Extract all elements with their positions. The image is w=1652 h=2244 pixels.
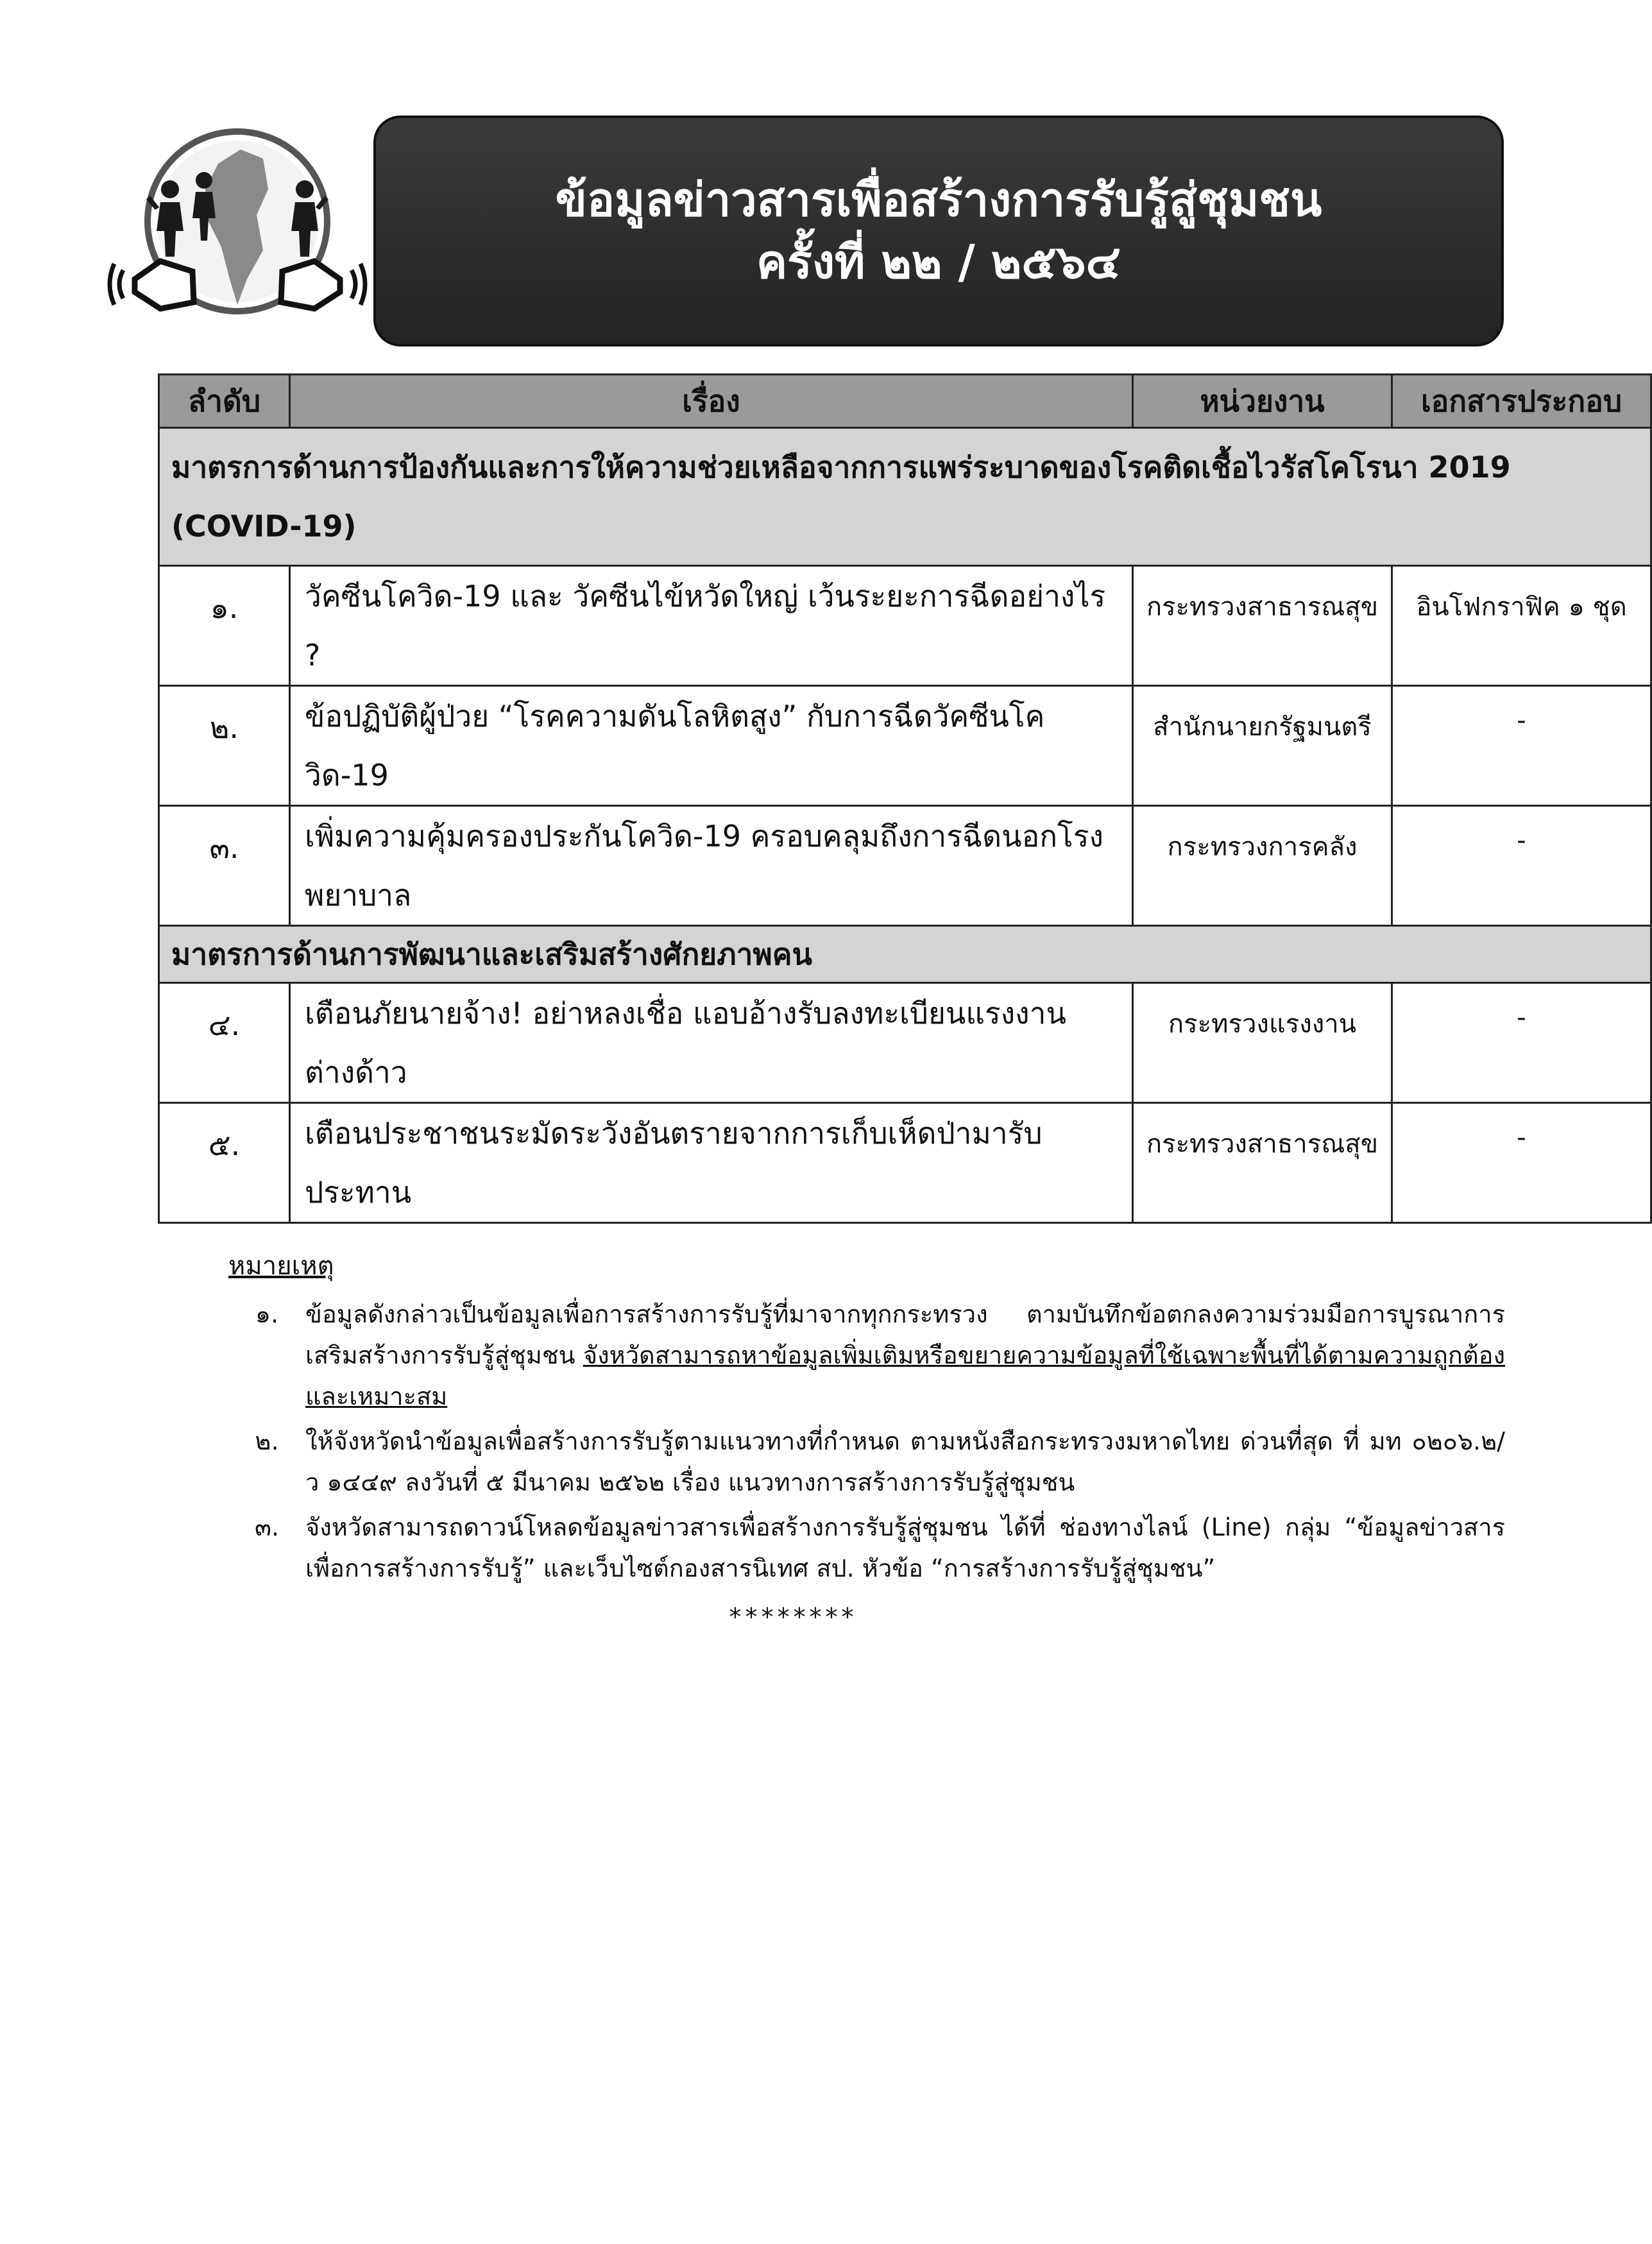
- table-row: [159, 1103, 1651, 1223]
- note-number: ๑.: [255, 1300, 279, 1328]
- note-item: [228, 1421, 1505, 1503]
- row-agency: กระทรวงแรงงาน: [1133, 983, 1392, 1103]
- table-row: [159, 806, 1651, 926]
- note-text: [305, 1294, 1505, 1417]
- note-text: ให้จังหวัดนำข้อมูลเพื่อสร้างการรับรู้ตามแนวทางที่กำหนด ตามหนังสือกระทรวงมหาดไทย ด่วนที่สุด ที่ มท ๐๒๐๖.๒/ว ๑๔๔๙ ลงวันที่ ๕ มีนาคม ๒๕๖๒ เรื่อง แนวทางการสร้างการรับรู้สู่ชุมชน: [305, 1427, 1505, 1496]
- row-attachment: -: [1392, 806, 1651, 926]
- note-item: [228, 1294, 1505, 1417]
- row-agency: สำนักนายกรัฐมนตรี: [1133, 686, 1392, 806]
- row-subject: เตือนประชาชนระมัดระวังอันตรายจากการเก็บเห็ดป่ามารับประทาน: [290, 1103, 1133, 1223]
- table-row: [159, 566, 1651, 686]
- issue-number: ครั้งที่ ๒๒ / ๒๕๖๔: [756, 235, 1121, 289]
- row-agency: กระทรวงสาธารณสุข: [1133, 566, 1392, 686]
- title-banner: [373, 116, 1504, 347]
- category-development: มาตรการด้านการพัฒนาและเสริมสร้างศักยภาพคน: [159, 926, 1651, 983]
- header-attachment: เอกสารประกอบ: [1392, 375, 1651, 428]
- category-row: [159, 428, 1651, 566]
- row-number: ๔.: [159, 983, 290, 1103]
- header-subject: เรื่อง: [290, 375, 1133, 428]
- row-attachment: อินโฟกราฟิค ๑ ชุด: [1392, 566, 1651, 686]
- row-subject: เพิ่มความคุ้มครองประกันโควิด-19 ครอบคลุมถึงการฉีดนอกโรงพยาบาล: [290, 806, 1133, 926]
- row-agency: กระทรวงสาธารณสุข: [1133, 1103, 1392, 1223]
- row-number: ๕.: [159, 1103, 290, 1223]
- row-subject: วัคซีนโควิด-19 และ วัคซีนไข้หวัดใหญ่ เว้นระยะการฉีดอย่างไร ?: [290, 566, 1133, 686]
- category-row: [159, 926, 1651, 983]
- row-subject: ข้อปฏิบัติผู้ป่วย “โรคความดันโลหิตสูง” กับการฉีดวัคซีนโควิด-19: [290, 686, 1133, 806]
- news-table: [158, 373, 1652, 1224]
- category-covid: มาตรการด้านการป้องกันและการให้ความช่วยเหลือจากการแพร่ระบาดของโรคติดเชื้อไวรัสโคโรนา 2019 (COVID-19): [159, 428, 1651, 566]
- note-item: [228, 1507, 1505, 1589]
- note-number: ๓.: [254, 1513, 280, 1541]
- table-row: [159, 686, 1651, 806]
- note-number: ๒.: [255, 1427, 279, 1455]
- community-logo: [109, 119, 366, 330]
- row-number: ๓.: [159, 806, 290, 926]
- header-order: ลำดับ: [159, 375, 290, 428]
- row-number: ๑.: [159, 566, 290, 686]
- row-attachment: -: [1392, 686, 1651, 806]
- note-text-plain: ข้อมูลดังกล่าวเป็นข้อมูลเพื่อการสร้างการรับรู้ที่มาจากทุกกระทรวง ตามบันทึกข้อตกลงความร่วมมือการบูรณาการเสริมสร้างการรับรู้สู่ชุมชน: [305, 1300, 1505, 1369]
- note-text: จังหวัดสามารถดาวน์โหลดข้อมูลข่าวสารเพื่อสร้างการรับรู้สู่ชุมชน ได้ที่ ช่องทางไลน์ (Line) กลุ่ม “ข้อมูลข่าวสารเพื่อการสร้างการรับรู้” และเว็บไซต์กองสารนิเทศ สป. หัวข้อ “การสร้างการรับรู้สู่ชุมชน”: [305, 1513, 1505, 1582]
- table-row: [159, 983, 1651, 1103]
- row-agency: กระทรวงการคลัง: [1133, 806, 1392, 926]
- header-agency: หน่วยงาน: [1133, 375, 1392, 428]
- notes-heading: หมายเหตุ: [228, 1251, 334, 1281]
- table-header-row: [159, 375, 1651, 428]
- row-subject: เตือนภัยนายจ้าง! อย่าหลงเชื่อ แอบอ้างรับลงทะเบียนแรงงานต่างด้าว: [290, 983, 1133, 1103]
- row-attachment: -: [1392, 983, 1651, 1103]
- page-title: ข้อมูลข่าวสารเพื่อสร้างการรับรู้สู่ชุมชน: [555, 172, 1322, 227]
- end-mark: ********: [729, 1603, 858, 1631]
- notes-section: [228, 1245, 1505, 1593]
- note-text-underlined: จังหวัดสามารถหาข้อมูลเพิ่มเติมหรือขยายความข้อมูลที่ใช้เฉพาะพื้นที่ได้ตามความถูกต้องและเหมาะสม: [305, 1341, 1505, 1410]
- row-attachment: -: [1392, 1103, 1651, 1223]
- row-number: ๒.: [159, 686, 290, 806]
